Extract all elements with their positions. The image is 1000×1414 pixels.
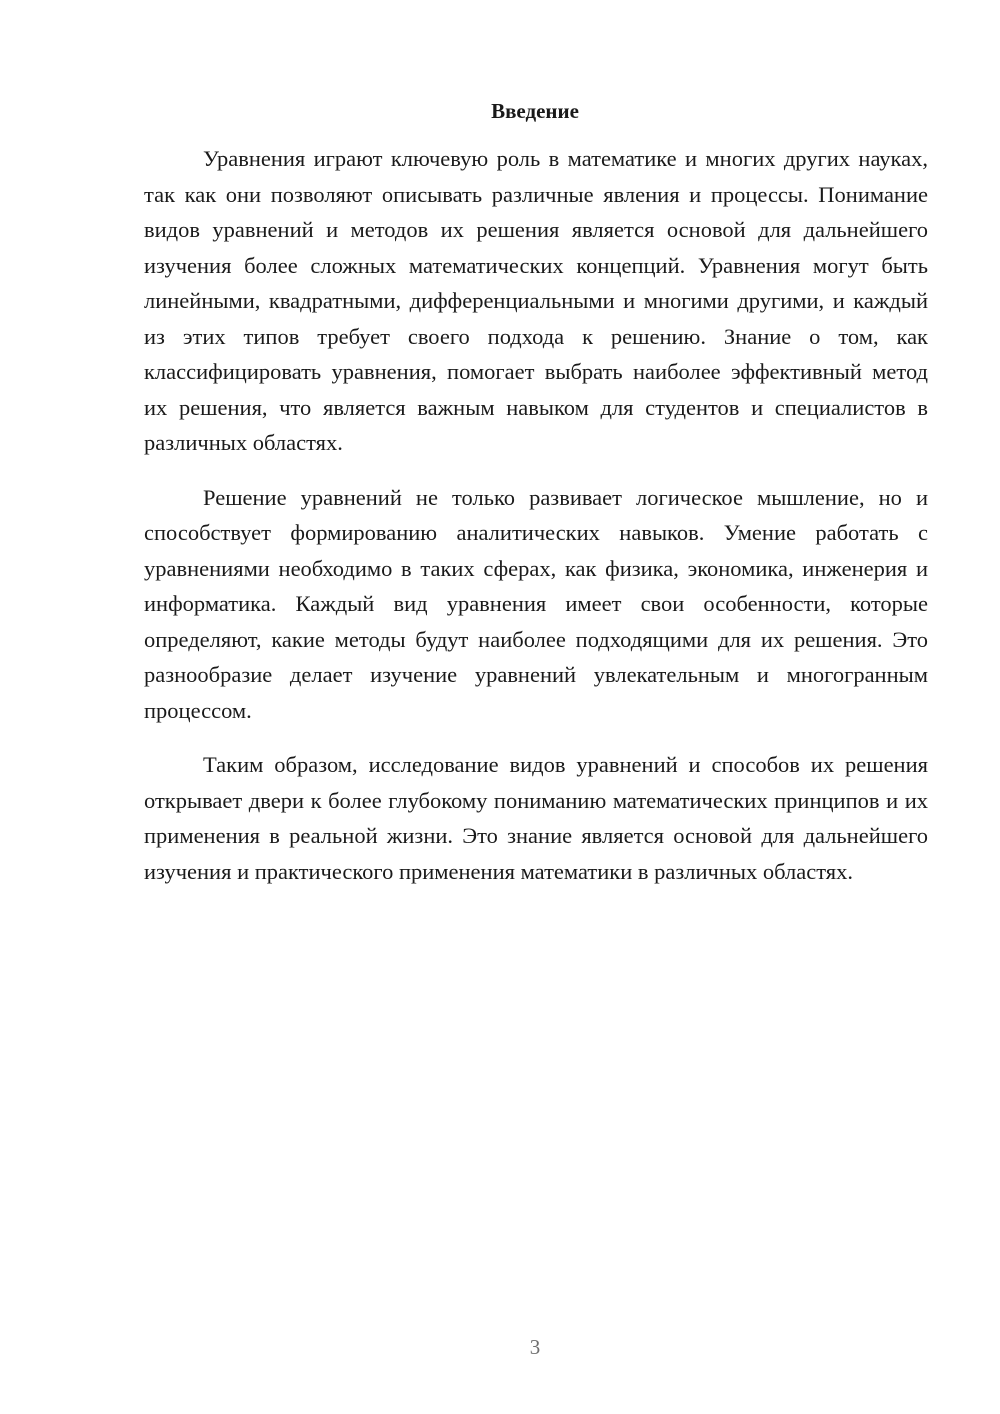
paragraph-2: Решение уравнений не только развивает логическое мышление, но и способствует формированию аналитических навыков. Умение работать с уравнениями необходимо в таких сферах, как физика, экономика, инженерия и информатика. Каждый вид уравнения имеет свои особенности, которые определяют, какие методы будут наиболее подходящими для их решения. Это разнообразие делает изучение уравнений увлекательным и многогранным процессом. xyxy=(144,484,928,723)
page-title: Введение xyxy=(491,99,579,123)
body-text xyxy=(144,141,928,908)
page-number: 3 xyxy=(529,1335,541,1359)
paragraph-1: Уравнения играют ключевую роль в математике и многих других науках, так как они позволяют описывать различные явления и процессы. Понимание видов уравнений и методов их решения является основой для дальнейшего изучения более сложных математических концепций. Уравнения могут быть линейными, квадратными, дифференциальными и многими другими, и каждый из этих типов требует своего подхода к решению. Знание о том, как классифицировать уравнения, помогает выбрать наиболее эффективный метод их решения, что является важным навыком для студентов и специалистов в различных областях. xyxy=(144,146,928,455)
paragraph-3: Таким образом, исследование видов уравнений и способов их решения открывает двери к более глубокому пониманию математических принципов и их применения в реальной жизни. Это знание является основой для дальнейшего изучения и практического применения математики в различных областях. xyxy=(144,752,928,884)
